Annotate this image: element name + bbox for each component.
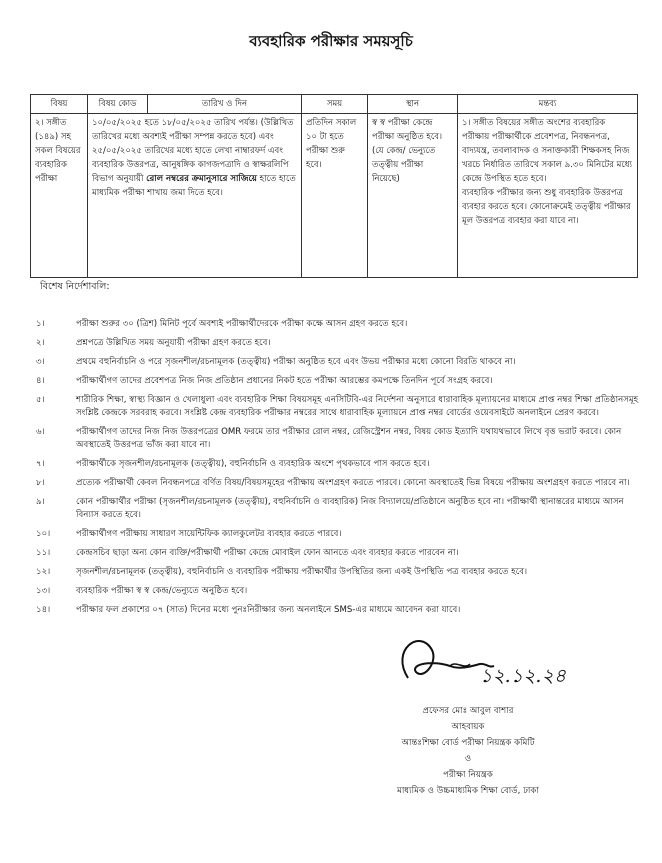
- note-item: [30, 458, 642, 471]
- note-number: ৭।: [36, 459, 45, 469]
- note-number: ৬।: [36, 427, 45, 437]
- note-item: [30, 426, 642, 452]
- header-time: সময়: [302, 95, 368, 114]
- note-number: ২।: [36, 338, 45, 348]
- date-text-end: হাতে হাতে মাধ্যমিক পরীক্ষা শাখায় জমা দিতে হবে।: [92, 174, 296, 198]
- note-text: পরীক্ষার্থীকে সৃজনশীল/রচনামূলক (তত্ত্বীয়), বহুনির্বাচনি ও ব্যবহারিক অংশে পৃথকভাবে পাস করতে হবে।: [76, 459, 430, 469]
- header-remarks: মন্তব্য: [458, 95, 638, 114]
- note-number: ১০।: [36, 529, 51, 539]
- note-number: ১৩।: [36, 586, 51, 596]
- note-number: ১২।: [36, 567, 51, 577]
- note-number: ১৪।: [36, 605, 51, 615]
- note-text: পরীক্ষার ফল প্রকাশের ০৭ (সাত) দিনের মধ্যে পুনঃনিরীক্ষার জন্য অনলাইনে SMS-এর মাধ্যমে আবেদন করা যাবে।: [76, 605, 461, 615]
- note-number: ৮।: [36, 478, 45, 488]
- note-number: ৪।: [36, 376, 45, 386]
- note-text: কোন পরীক্ষার্থীর পরীক্ষা (সৃজনশীল/রচনামূলক (তত্ত্বীয়), বহুনির্বাচনি ও ব্যবহারিক) নিজ বিদ্যালয়ে/প্রতিষ্ঠানে অনুষ্ঠিত হবে না। পরীক্ষার্থী স্থানান্তরের মাধ্যমে আসন বিন্যাস করতে হবে।: [76, 497, 624, 520]
- cell-subject: ২। সঙ্গীত (১৪৯) সহ সকল বিষয়ের ব্যবহারিক পরীক্ষা: [31, 114, 88, 278]
- note-item: [30, 394, 642, 420]
- note-text: পরীক্ষার্থীগণ পরীক্ষায় সাধারণ সায়েন্টিফিক ক্যালকুলেটর ব্যবহার করতে পারবে।: [76, 529, 342, 539]
- cell-remarks: [458, 114, 638, 278]
- signatory-name: প্রফেসর মোঃ আবুল বাশার: [422, 706, 514, 716]
- note-number: ১।: [36, 319, 45, 329]
- note-text: কেন্দ্রসচিব ছাড়া অন্য কোন ব্যক্তি/পরীক্ষার্থী পরীক্ষা কেন্দ্রে মোবাইল ফোন আনতে এবং ব্যবহার করতে পারবেন না।: [76, 548, 459, 558]
- note-item: [30, 318, 642, 331]
- note-number: ১১।: [36, 548, 51, 558]
- cell-date: [88, 114, 302, 278]
- notes-list: [30, 318, 642, 623]
- note-item: [30, 477, 642, 490]
- date-text: ১০/০৫/২০২৫ হতে ১৮/০৫/২০২৫ তারিখ পর্যন্ত। (উল্লিখিত তারিখের মধ্যে অবশ্যই পরীক্ষা সম্পন্ন করতে হবে) এবং ২৫/০৫/২০২৫ তারিখের মধ্যে হাতে লেখা নাম্বারফর্দ এবং ব্যবহারিক উত্তরপত্র, আনুষঙ্গিক কাগজপত্রাদি ও স্বাক্ষরলিপি বিভাগ অনুযায়ী: [92, 118, 294, 184]
- signatory-role: আহবায়ক: [451, 722, 485, 732]
- remark-1: ১। সঙ্গীত বিষয়ের সঙ্গীত অংশের ব্যবহারিক পরীক্ষায় পরীক্ষার্থীকে প্রবেশপত্র, নিবন্ধনপত্র, বাদ্যযন্ত্র, তবলাবাদক ও সনাক্তকারী শিক্ষকসহ নিজ খরচে নির্ধারিত তারিখে সকাল ৯.৩০ মিনিটের মধ্যে কেন্দ্রে উপস্থিত হতে হবে।: [462, 118, 633, 184]
- signature-date: ১২.১২.২৪: [480, 665, 567, 687]
- note-item: [30, 528, 642, 541]
- cell-time: প্রতিদিন সকাল ১০ টা হতে পরীক্ষা শুরু হবে।: [302, 114, 368, 278]
- note-number: ৫।: [36, 395, 45, 405]
- note-item: [30, 566, 642, 579]
- note-item: [30, 604, 642, 617]
- page-title: ব্যবহারিক পরীক্ষার সময়সূচি: [249, 32, 413, 50]
- note-item: [30, 496, 642, 522]
- note-text: প্রথমে বহুনির্বাচনি ও পরে সৃজনশীল/রচনামূলক (তত্ত্বীয়) পরীক্ষা অনুষ্ঠিত হবে এবং উভয় পরীক্ষার মধ্যে কোনো বিরতি থাকবে না।: [76, 357, 516, 367]
- note-text: সৃজনশীল/রচনামূলক (তত্ত্বীয়), বহুনির্বাচনি ও ব্যবহারিক পরীক্ষায় পরীক্ষার্থীর উপস্থিতির জন্য একই উপস্থিতি পত্র ব্যবহার করতে হবে।: [76, 567, 528, 577]
- signatory-committee: আন্তঃশিক্ষা বোর্ড পরীক্ষা নিয়ন্ত্রক কমিটি: [401, 738, 535, 748]
- note-text: পরীক্ষার্থীগণ তাদের নিজ নিজ উত্তরপত্রের OMR ফরমে তার পরীক্ষার রোল নম্বর, রেজিস্ট্রেশন নম্বর, বিষয় কোড ইত্যাদি যথাযথভাবে লিখে বৃত্ত ভরাট করবে। কোন অবস্থাতেই উত্তরপত্র ভাঁজ করা যাবে না।: [76, 427, 622, 450]
- note-text: ব্যবহারিক পরীক্ষা স্ব স্ব কেন্দ্র/ভেন্যুতে অনুষ্ঠিত হবে।: [76, 586, 248, 596]
- table-header-row: [31, 95, 638, 114]
- note-item: [30, 585, 642, 598]
- notes-heading: বিশেষ নির্দেশাবলি:: [40, 281, 110, 292]
- note-number: ৯।: [36, 497, 45, 507]
- note-text: শারীরিক শিক্ষা, স্বাস্থ্য বিজ্ঞান ও খেলাধুলা এবং ব্যবহারিক শিক্ষা বিষয়সমূহ এনসিটিবি-এর নির্দেশনা অনুসারে ধারাবাহিক মূল্যায়নের মাধ্যমে প্রাপ্ত নম্বর শিক্ষা প্রতিষ্ঠানসমূহ সংশ্লিষ্ট কেন্দ্রকে সরবরাহ করবে। সংশ্লিষ্ট কেন্দ্র ব্যবহারিক পরীক্ষার নম্বরের সাথে ধারাবাহিক মূল্যায়নে প্রাপ্ত নম্বর বোর্ডের ওয়েবসাইটে অনলাইনে প্রেরণ করবে।: [76, 395, 639, 418]
- remark-2: ব্যবহারিক পরীক্ষার জন্য শুধু ব্যবহারিক উত্তরপত্র ব্যবহার করতে হবে। কোনোক্রমেই তত্ত্বীয় পরীক্ষার মূল উত্তরপত্র ব্যবহার করা যাবে না।: [462, 188, 631, 226]
- signatory-and: ও: [464, 754, 472, 764]
- note-number: ৩।: [36, 357, 45, 367]
- header-subject: বিষয়: [31, 95, 88, 114]
- header-date: তারিখ ও দিন: [148, 95, 302, 114]
- cell-place: স্ব স্ব পরীক্ষা কেন্দ্রে পরীক্ষা অনুষ্ঠিত হবে। (যে কেন্দ্র/ ভেন্যুতে তত্ত্বীয় পরীক্ষা নিয়েছে): [368, 114, 458, 278]
- date-bold-text: রোল নম্বরের ক্রমানুসারে সাজিয়ে: [146, 174, 257, 184]
- signature-block: [318, 703, 618, 799]
- note-text: প্রশ্নপত্রে উল্লিখিত সময় অনুযায়ী পরীক্ষা গ্রহণ করতে হবে।: [76, 338, 271, 348]
- note-item: [30, 375, 642, 388]
- header-place: স্থান: [368, 95, 458, 114]
- note-item: [30, 547, 642, 560]
- note-text: পরীক্ষা শুরুর ৩০ (ত্রিশ) মিনিট পূর্বে অবশ্যই পরীক্ষার্থীদেরকে পরীক্ষা কক্ষে আসন গ্রহণ করতে হবে।: [76, 319, 408, 329]
- signatory-board: মাধ্যমিক ও উচ্চমাধ্যমিক শিক্ষা বোর্ড, ঢাকা: [397, 786, 539, 796]
- note-text: পরীক্ষার্থীগণ তাদের প্রবেশপত্র নিজ নিজ প্রতিষ্ঠান প্রধানের নিকট হতে পরীক্ষা আরম্ভের কমপক্ষে তিনদিন পূর্বে সংগ্রহ করবে।: [76, 376, 493, 386]
- note-item: [30, 356, 642, 369]
- note-text: প্রত্যেক পরীক্ষার্থী কেবল নিবন্ধনপত্রে বর্ণিত বিষয়/বিষয়সমূহের পরীক্ষায় অংশগ্রহণ করতে পারবে। কোনো অবস্থাতেই ভিন্ন বিষয়ে পরীক্ষায় অংশগ্রহণ করতে পারবে না।: [76, 478, 630, 488]
- note-item: [30, 337, 642, 350]
- header-subject-code: বিষয় কোড: [88, 95, 148, 114]
- schedule-table: [30, 94, 638, 278]
- table-row: [31, 114, 638, 278]
- signatory-role2: পরীক্ষা নিয়ন্ত্রক: [443, 770, 493, 780]
